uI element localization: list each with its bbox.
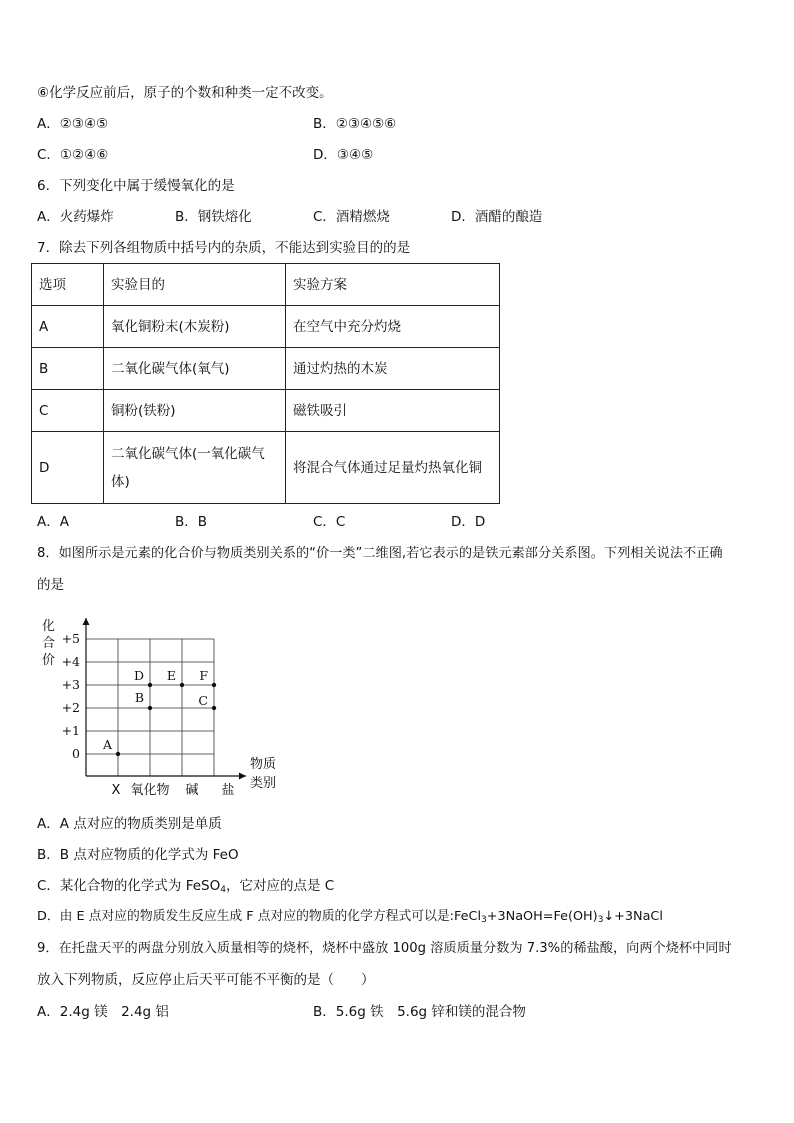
x-tick-label: X [111, 783, 121, 798]
q8-option-c-text: C．某化合物的化学式为 FeSO [37, 878, 221, 894]
q9-option-b: B．5.6g 铁 5.6g 锌和镁的混合物 [313, 1004, 526, 1020]
table-cell-line: 二氧化碳气体(一氧化碳气 [111, 445, 265, 462]
point-label: D [133, 668, 144, 683]
point-label: E [166, 668, 176, 683]
y-tick-label: +2 [61, 700, 80, 715]
x-axis-label-line: 类别 [250, 776, 277, 791]
table-cell: C [32, 390, 104, 432]
q8-option-d-text: D．由 E 点对应的物质发生反应生成 F 点对应的物质的化学方程式可以是:FeCl [37, 909, 482, 924]
q9-stem-line2: 放入下列物质，反应停止后天平可能不平衡的是（ ） [37, 972, 375, 988]
point-label: A [102, 737, 112, 752]
statement-6: ⑥化学反应前后，原子的个数和种类一定不改变。 [37, 85, 333, 101]
y-tick-label: +3 [61, 677, 80, 692]
table-cell: 铜粉(铁粉) [104, 390, 286, 432]
point-label: F [199, 668, 208, 683]
q8-option-d [37, 908, 663, 929]
point-label: B [134, 690, 144, 705]
q7-table [31, 263, 500, 504]
y-tick-label: +4 [61, 654, 80, 669]
q8-option-d-text-end: ↓+3NaCl [603, 909, 663, 924]
y-tick-label: +5 [61, 631, 80, 646]
y-axis-label [42, 619, 55, 668]
x-axis-label [250, 756, 276, 791]
y-axis-label-char: 化 [42, 619, 56, 634]
data-point [148, 706, 152, 710]
q5-option-b: B．②③④⑤⑥ [313, 116, 397, 132]
table-cell: A [32, 306, 104, 348]
table-cell: 通过灼热的木炭 [286, 348, 500, 390]
q5-option-a: A．②③④⑤ [37, 116, 109, 132]
subscript: 4 [220, 885, 226, 895]
table-row [32, 432, 500, 504]
q8-stem-line2: 的是 [37, 577, 64, 593]
y-tick-label: 0 [72, 746, 80, 761]
table-header-row [32, 264, 500, 306]
q7-option-a: A．A [37, 514, 69, 530]
table-header: 实验方案 [286, 264, 500, 306]
table-cell: 氧化铜粉末(木炭粉) [104, 306, 286, 348]
q7-option-b: B．B [175, 514, 208, 530]
data-point [180, 683, 184, 687]
table-row [32, 348, 500, 390]
q7-option-d: D．D [451, 514, 486, 530]
q8-option-c-text-end: ，它对应的点是 C [225, 878, 335, 894]
q6-option-c: C．酒精燃烧 [313, 209, 390, 225]
valence-class-chart [30, 612, 290, 802]
q6-option-b: B．钢铁熔化 [175, 209, 252, 225]
y-axis-label-char: 合 [42, 636, 56, 651]
y-axis-label-char: 价 [42, 653, 56, 668]
q6-option-a: A．火药爆炸 [37, 209, 114, 225]
table-row [32, 306, 500, 348]
q8-option-d-text-mid: +3NaOH=Fe(OH) [486, 909, 598, 924]
q8-stem-line1: 8．如图所示是元素的化合价与物质类别关系的“价一类”二维图,若它表示的是铁元素部分关系图。下列相关说法不正确 [37, 546, 723, 561]
table-cell: 磁铁吸引 [286, 390, 500, 432]
x-tick-label: 盐 [221, 783, 235, 798]
subscript: 3 [597, 915, 604, 925]
data-point [116, 752, 120, 756]
y-tick-label: +1 [61, 723, 80, 738]
table-cell [104, 432, 286, 504]
table-cell: 二氧化碳气体(氧气) [104, 348, 286, 390]
table-cell: D [32, 432, 104, 504]
x-tick-label: 碱 [185, 783, 199, 798]
data-point [212, 683, 216, 687]
table-cell-line: 体) [111, 473, 130, 490]
table-header: 选项 [32, 264, 104, 306]
q6-option-d: D．酒醋的酿造 [451, 209, 543, 225]
q9-stem-line1: 9．在托盘天平的两盘分别放入质量相等的烧杯，烧杯中盛放 100g 溶质质量分数为 7.3%的稀盐酸，向两个烧杯中同时 [37, 941, 732, 956]
table-cell: B [32, 348, 104, 390]
table-header: 实验目的 [104, 264, 286, 306]
data-point [212, 706, 216, 710]
q5-option-d: D．③④⑤ [313, 147, 374, 163]
x-axis-label-line: 物质 [250, 757, 277, 772]
x-tick-label: 氧化物 [130, 783, 170, 798]
q6-stem: 6．下列变化中属于缓慢氧化的是 [37, 178, 235, 194]
q7-option-c: C．C [313, 514, 346, 530]
q7-stem: 7．除去下列各组物质中括号内的杂质，不能达到实验目的的是 [37, 240, 411, 256]
table-cell: 将混合气体通过足量灼热氧化铜 [286, 432, 500, 504]
data-point [148, 683, 152, 687]
q8-option-b: B．B 点对应物质的化学式为 FeO [37, 847, 239, 863]
q8-option-a: A．A 点对应的物质类别是单质 [37, 816, 222, 832]
table-row [32, 390, 500, 432]
table-cell: 在空气中充分灼烧 [286, 306, 500, 348]
subscript: 3 [481, 915, 487, 925]
q9-option-a: A．2.4g 镁 2.4g 铝 [37, 1004, 169, 1020]
q8-option-c [37, 877, 334, 899]
q5-option-c: C．①②④⑥ [37, 147, 109, 163]
point-label: C [198, 693, 208, 708]
